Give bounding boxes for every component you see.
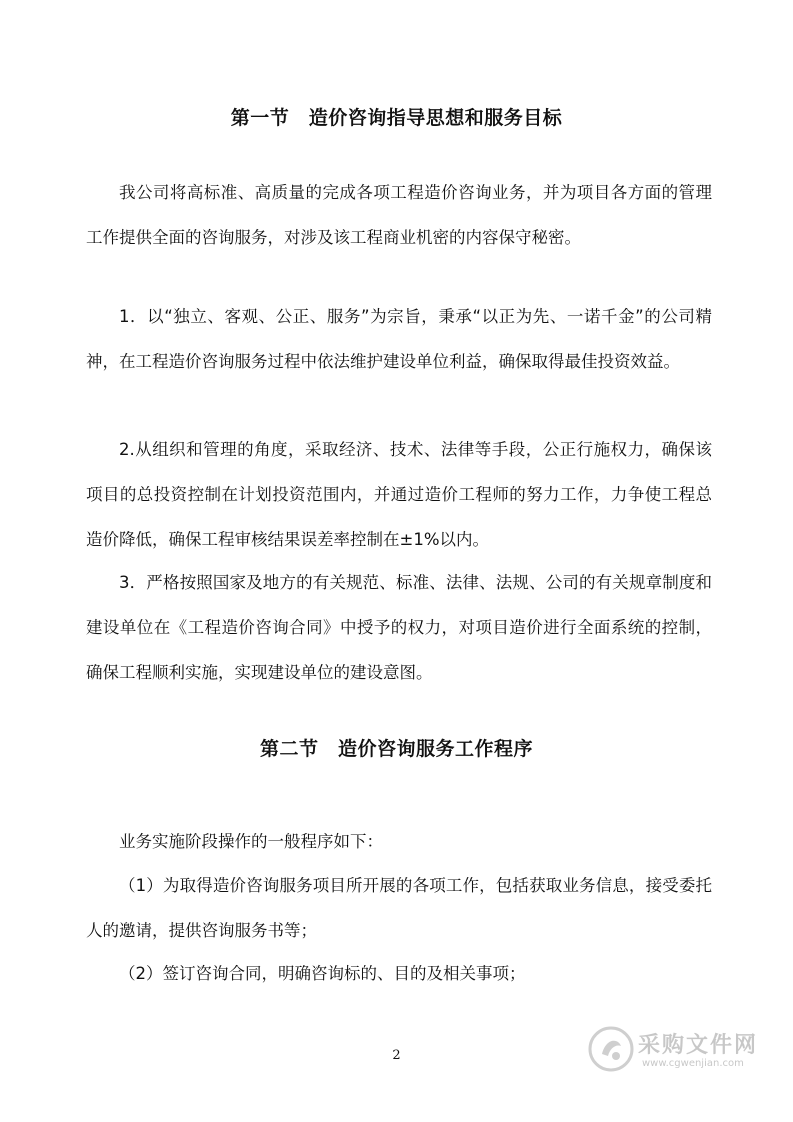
page-number: 2 bbox=[392, 1048, 401, 1063]
section-2-paragraph-3: （2）签订咨询合同，明确咨询标的、目的及相关事项； bbox=[119, 964, 526, 983]
section-2-title: 第二节 造价咨询服务工作程序 bbox=[259, 738, 533, 760]
section-1-paragraph-2: 1．以“独立、客观、公正、服务”为宗旨，秉承“以正为先、一诺千金”的公司精神，在工程造价咨询服务过程中依法维护建设单位利益，确保取得最佳投资效益。 bbox=[86, 307, 712, 371]
watermark-site-url: www.cgwenjian.com bbox=[642, 1058, 744, 1069]
watermark-logo-icon bbox=[588, 1026, 634, 1072]
section-1-paragraph-4: 3．严格按照国家及地方的有关规范、标准、法律、法规、公司的有关规章制度和建设单位在《工程造价咨询合同》中授予的权力，对项目造价进行全面系统的控制，确保工程顺利实施，实现建设单位的建设意图。 bbox=[86, 573, 712, 682]
section-1-paragraph-1: 我公司将高标准、高质量的完成各项工程造价咨询业务，并为项目各方面的管理工作提供全面的咨询服务，对涉及该工程商业机密的内容保守秘密。 bbox=[86, 183, 712, 247]
watermark-site-name: 采购文件网 bbox=[638, 1033, 759, 1058]
section-1-title: 第一节 造价咨询指导思想和服务目标 bbox=[230, 107, 563, 129]
section-2-paragraph-1: 业务实施阶段操作的一般程序如下： bbox=[119, 832, 383, 851]
section-2-paragraph-2: （1）为取得造价咨询服务项目所开展的各项工作，包括获取业务信息，接受委托人的邀请，提供咨询服务书等； bbox=[86, 876, 712, 940]
watermark bbox=[588, 1022, 758, 1078]
section-1-paragraph-3: 2.从组织和管理的角度，采取经济、技术、法律等手段，公正行施权力，确保该项目的总投资控制在计划投资范围内，并通过造价工程师的努力工作，力争使工程总造价降低，确保工程审核结果误差率控制在±1%以内。 bbox=[86, 440, 712, 549]
